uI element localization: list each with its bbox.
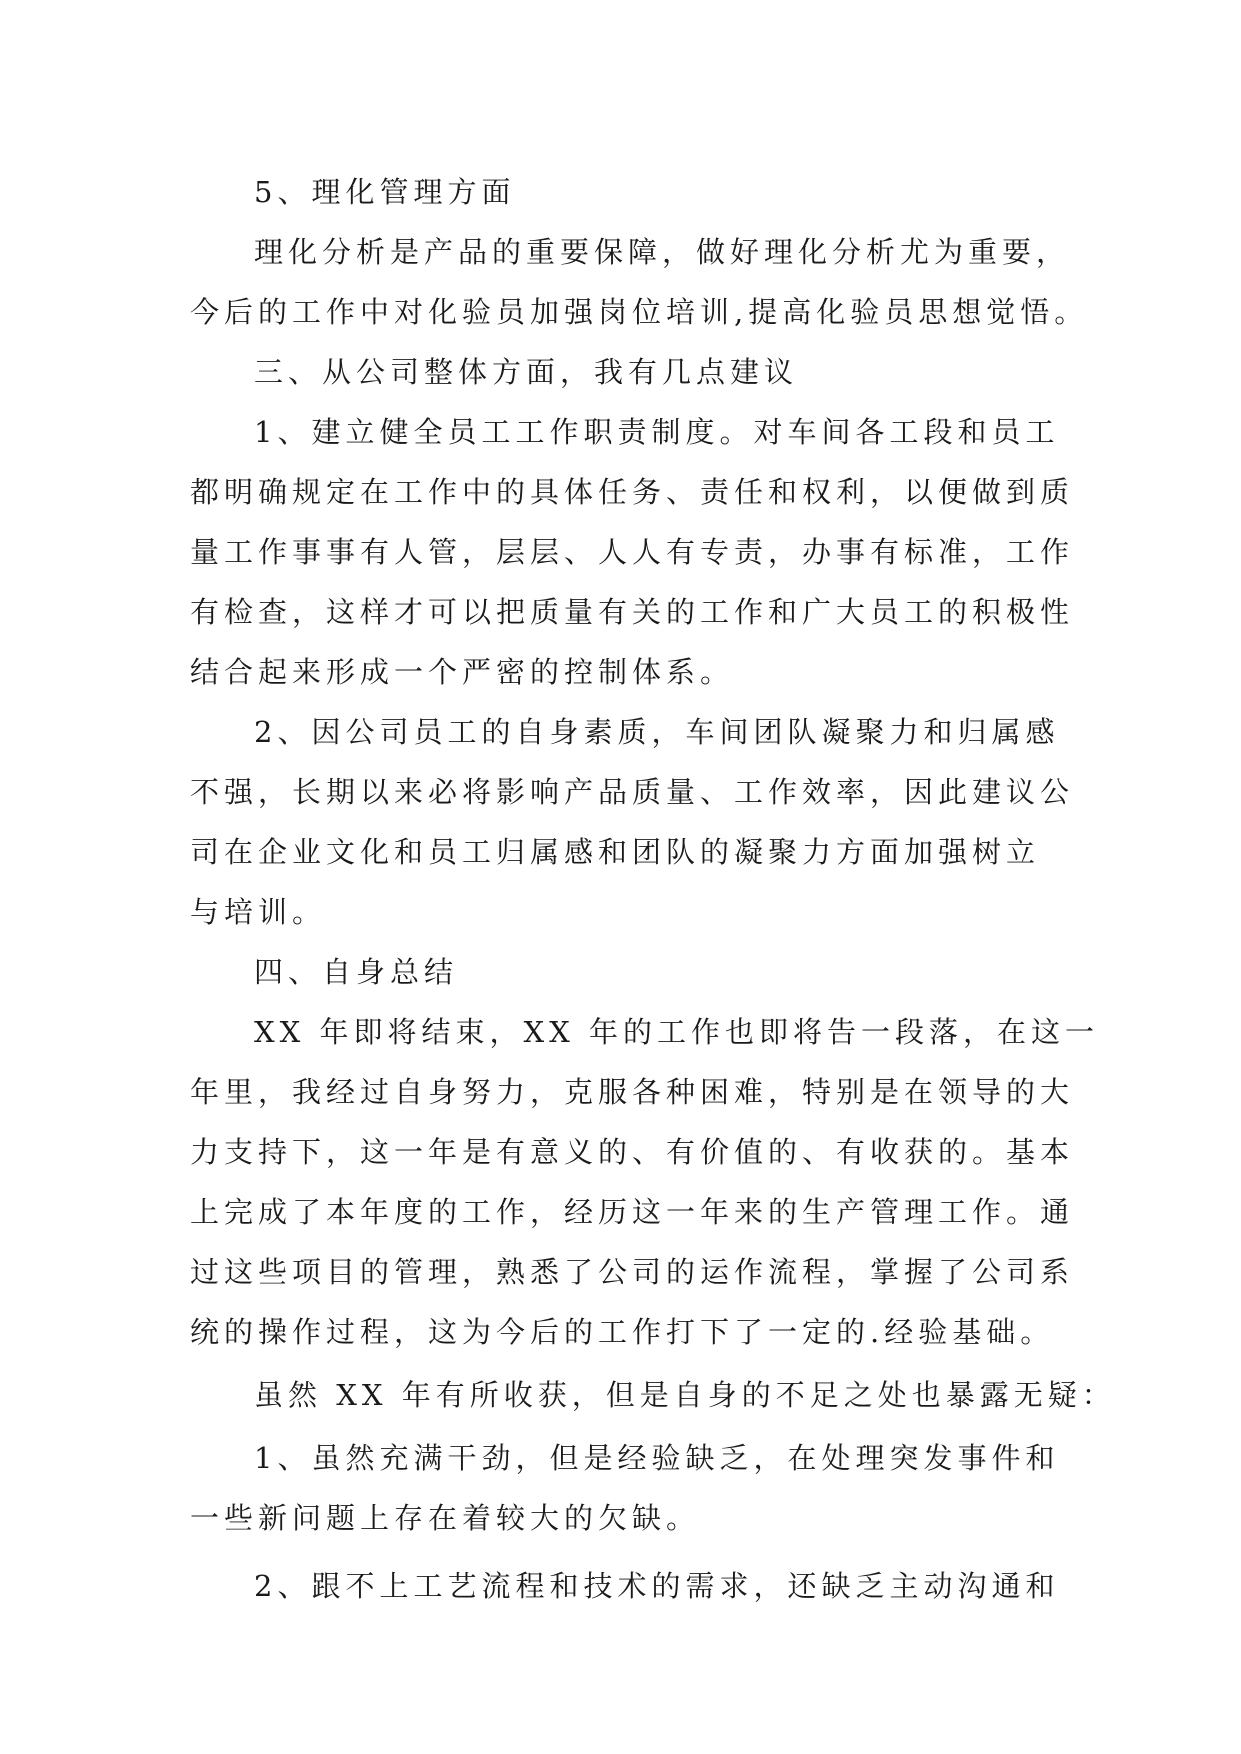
paragraph-line: 结合起来形成一个严密的控制体系。 — [190, 655, 735, 689]
paragraph-line: 虽然 XX 年有所收获，但是自身的不足之处也暴露无疑： — [254, 1378, 1116, 1412]
paragraph-line: 上完成了本年度的工作，经历这一年来的生产管理工作。通 — [190, 1195, 1075, 1229]
paragraph-line: 2、因公司员工的自身素质，车间团队凝聚力和归属感 — [254, 715, 1060, 749]
document-body — [190, 162, 1116, 1616]
section-heading-physchem-management: 5、理化管理方面 — [254, 175, 516, 209]
section-heading-company-suggestions: 三、从公司整体方面，我有几点建议 — [254, 355, 799, 389]
paragraph-line: 过这些项目的管理，熟悉了公司的运作流程，掌握了公司系 — [190, 1255, 1075, 1289]
paragraph-line: 都明确规定在工作中的具体任务、责任和权利，以便做到质 — [190, 475, 1075, 509]
paragraph-line: 统的操作过程，这为今后的工作打下了一定的.经验基础。 — [190, 1315, 1055, 1349]
paragraph-line: 今后的工作中对化验员加强岗位培训,提高化验员思想觉悟。 — [190, 295, 1089, 329]
paragraph-line: XX 年即将结束，XX 年的工作也即将告一段落，在这一 — [254, 1015, 1100, 1049]
paragraph-line: 年里，我经过自身努力，克服各种困难，特别是在领导的大 — [190, 1075, 1075, 1109]
section-heading-self-summary: 四、自身总结 — [254, 955, 459, 989]
paragraph-line: 与培训。 — [190, 895, 327, 929]
paragraph-line: 司在企业文化和员工归属感和团队的凝聚力方面加强树立 — [190, 835, 1041, 869]
paragraph-line: 1、建立健全员工工作职责制度。对车间各工段和员工 — [254, 415, 1060, 449]
paragraph-line: 不强，长期以来必将影响产品质量、工作效率，因此建议公 — [190, 775, 1075, 809]
paragraph-line: 一些新问题上存在着较大的欠缺。 — [190, 1501, 701, 1535]
paragraph-line: 2、跟不上工艺流程和技术的需求，还缺乏主动沟通和 — [254, 1569, 1060, 1603]
paragraph-line: 1、虽然充满干劲，但是经验缺乏，在处理突发事件和 — [254, 1441, 1060, 1475]
paragraph-line: 力支持下，这一年是有意义的、有价值的、有收获的。基本 — [190, 1135, 1075, 1169]
paragraph-line: 量工作事事有人管，层层、人人有专责，办事有标准，工作 — [190, 535, 1075, 569]
paragraph-line: 理化分析是产品的重要保障，做好理化分析尤为重要， — [254, 235, 1071, 269]
paragraph-line: 有检查，这样才可以把质量有关的工作和广大员工的积极性 — [190, 595, 1075, 629]
